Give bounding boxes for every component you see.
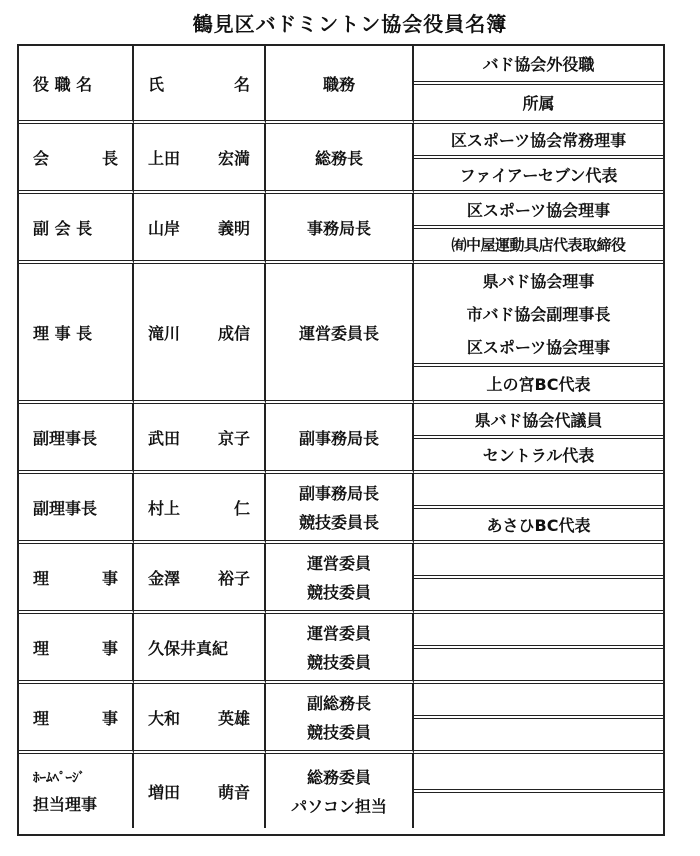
external-cell — [414, 614, 663, 684]
role-char: 理 — [33, 568, 50, 588]
role-char: 理 — [33, 638, 50, 658]
header-external-bottom: 所属 — [522, 94, 555, 113]
duty-item: 競技委員 — [306, 723, 371, 742]
external-item: ㈲中屋運動具店代表取締役 — [451, 236, 626, 254]
duty-cell — [266, 404, 414, 474]
role-char: 事 — [101, 568, 118, 588]
duty-item: 総務長 — [314, 148, 363, 168]
duty-item: 競技委員長 — [298, 513, 379, 532]
duty-item: 総務委員 — [306, 768, 371, 787]
external-item: 区スポーツ協会常務理事 — [414, 124, 663, 159]
duty-item: 運営委員 — [306, 624, 371, 643]
external-cell — [414, 264, 663, 404]
role-cell — [19, 544, 134, 614]
header-name-label-a: 氏 — [148, 74, 165, 94]
duty-cell — [266, 194, 414, 264]
duty-item: 競技委員 — [306, 653, 371, 672]
given-name: 義明 — [217, 218, 250, 238]
role-label-top: ﾎｰﾑﾍﾟｰｼﾞ — [33, 771, 85, 786]
role-cell — [19, 474, 134, 544]
name-cell — [134, 614, 266, 684]
role-cell — [19, 684, 134, 754]
name-cell — [134, 404, 266, 474]
external-item — [414, 614, 663, 649]
external-item — [414, 579, 663, 610]
duty-item: 事務局長 — [306, 218, 371, 238]
external-item — [414, 474, 663, 509]
name-cell — [134, 264, 266, 404]
duty-item: パソコン担当 — [291, 797, 387, 816]
name-cell — [134, 194, 266, 264]
role-cell — [19, 194, 134, 264]
external-item: 市バド協会副理事長 — [466, 305, 611, 324]
external-group — [414, 264, 663, 367]
role-char: 事 — [101, 708, 118, 728]
role-label: 副 会 長 — [33, 218, 93, 238]
header-name-label-b: 名 — [233, 74, 250, 94]
external-item — [414, 649, 663, 680]
officer-roster-table — [17, 44, 665, 836]
role-cell — [19, 264, 134, 404]
external-item: セントラル代表 — [482, 446, 595, 465]
duty-item: 運営委員長 — [298, 323, 379, 343]
external-item: 区スポーツ協会理事 — [414, 194, 663, 229]
surname: 武田 — [148, 428, 181, 448]
duty-item: 副総務長 — [306, 694, 371, 713]
duty-item: 副事務局長 — [298, 484, 379, 503]
duty-cell — [266, 754, 414, 828]
role-char: 長 — [101, 148, 118, 168]
header-duty-label: 職務 — [322, 74, 355, 94]
role-char: 理 — [33, 708, 50, 728]
external-cell — [414, 124, 663, 194]
external-item: 上の宮BC代表 — [486, 375, 591, 394]
duty-cell — [266, 614, 414, 684]
external-cell — [414, 474, 663, 544]
given-name: 成信 — [217, 323, 250, 343]
role-char: 会 — [33, 148, 50, 168]
surname: 上田 — [148, 148, 181, 168]
external-cell — [414, 684, 663, 754]
role-label: 副理事長 — [33, 498, 98, 518]
duty-item: 副事務局長 — [298, 428, 379, 448]
given-name: 英雄 — [217, 708, 250, 728]
external-item: 県バド協会理事 — [482, 272, 595, 291]
surname: 増田 — [148, 782, 181, 802]
header-name — [134, 46, 266, 124]
duty-cell — [266, 474, 414, 544]
external-cell — [414, 754, 663, 828]
external-item: ファイアーセブン代表 — [459, 166, 618, 185]
surname: 金澤 — [148, 568, 181, 588]
role-cell — [19, 404, 134, 474]
given-name: 京子 — [217, 428, 250, 448]
surname: 山岸 — [148, 218, 181, 238]
role-cell — [19, 754, 134, 828]
role-char: 事 — [101, 638, 118, 658]
external-cell — [414, 544, 663, 614]
duty-cell — [266, 544, 414, 614]
header-role-label: 役 職 名 — [33, 74, 93, 94]
given-name: 裕子 — [217, 568, 250, 588]
header-duty — [266, 46, 414, 124]
header-external — [414, 46, 663, 124]
external-item — [414, 719, 663, 750]
role-cell — [19, 614, 134, 684]
role-label-bottom: 担当理事 — [33, 795, 98, 814]
given-name: 仁 — [233, 498, 250, 518]
role-label: 理 事 長 — [33, 323, 93, 343]
duty-cell — [266, 264, 414, 404]
name-cell — [134, 124, 266, 194]
external-item: 区スポーツ協会理事 — [466, 338, 611, 357]
external-item — [414, 754, 663, 793]
external-cell — [414, 194, 663, 264]
name-cell — [134, 754, 266, 828]
header-external-top: バド協会外役職 — [414, 46, 663, 85]
external-item — [414, 684, 663, 719]
external-item — [414, 793, 663, 828]
duty-cell — [266, 684, 414, 754]
name-cell — [134, 474, 266, 544]
duty-item: 運営委員 — [306, 554, 371, 573]
full-name: 久保井真紀 — [148, 638, 229, 658]
name-cell — [134, 544, 266, 614]
surname: 大和 — [148, 708, 181, 728]
page-title: 鶴見区バドミントン協会役員名簿 — [192, 12, 508, 36]
external-cell — [414, 404, 663, 474]
header-role — [19, 46, 134, 124]
surname: 村上 — [148, 498, 181, 518]
name-cell — [134, 684, 266, 754]
duty-item: 競技委員 — [306, 583, 371, 602]
surname: 滝川 — [148, 323, 181, 343]
given-name: 萌音 — [217, 782, 250, 802]
role-label: 副理事長 — [33, 428, 98, 448]
external-item — [414, 544, 663, 579]
external-item: 県バド協会代議員 — [414, 404, 663, 439]
given-name: 宏満 — [217, 148, 250, 168]
external-item: あさひBC代表 — [486, 516, 591, 535]
role-cell — [19, 124, 134, 194]
duty-cell — [266, 124, 414, 194]
